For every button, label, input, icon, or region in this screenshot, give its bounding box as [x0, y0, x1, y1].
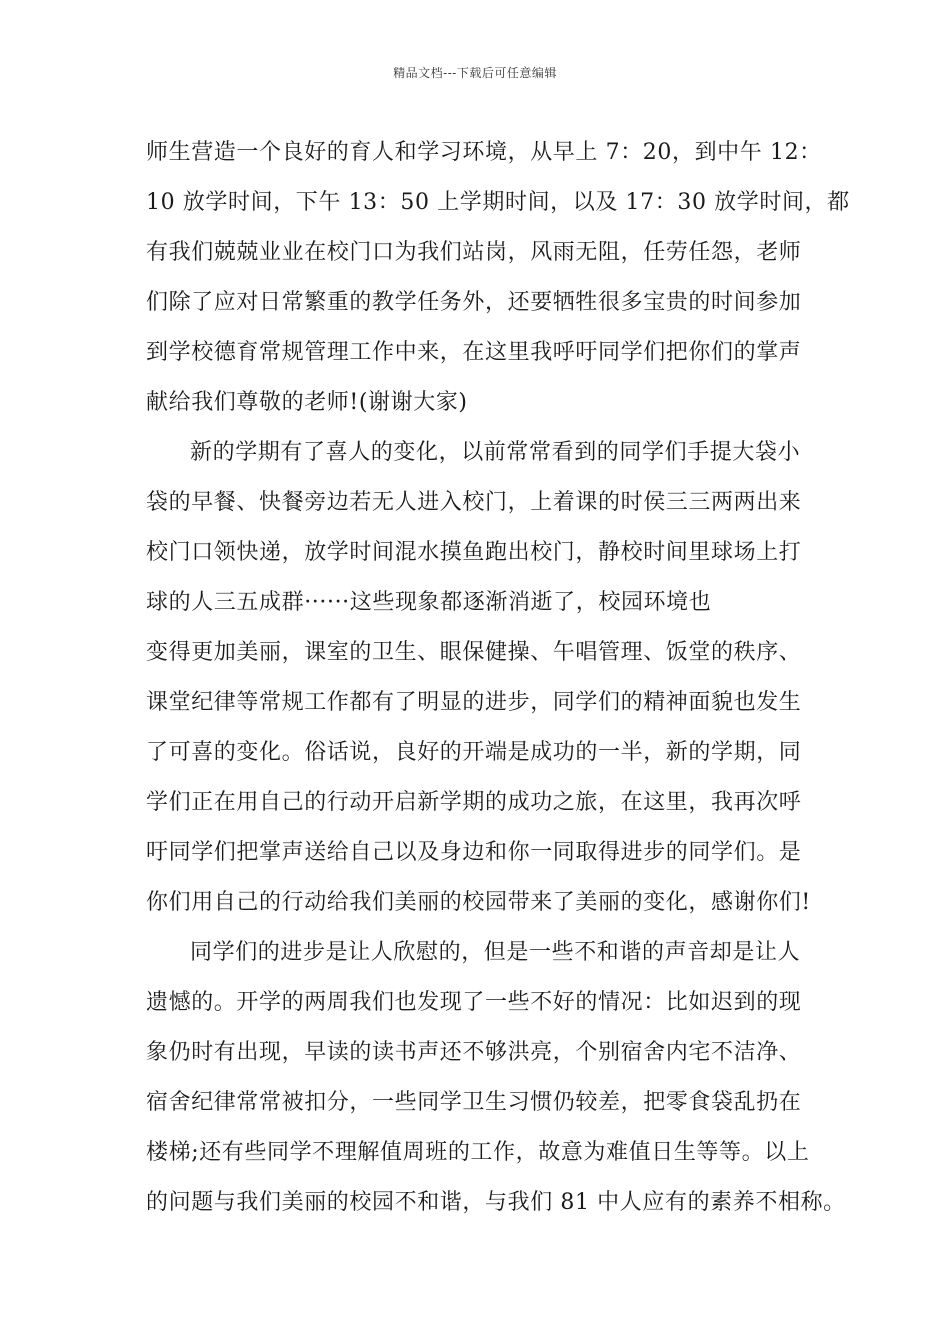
text-line: 吁同学们把掌声送给自己以及身边和你一同取得进步的同学们。是 [146, 840, 802, 865]
text-line: 宿舍纪律常常被扣分，一些同学卫生习惯仍较差，把零食袋乱扔在 [146, 1090, 802, 1115]
paragraph-first-line: 新的学期有了喜人的变化，以前常常看到的同学们手提大袋小 [190, 440, 801, 465]
text-line: 象仍时有出现，早读的读书声还不够洪亮，个别宿舍内宅不洁净、 [146, 1040, 802, 1065]
text-line: 你们用自己的行动给我们美丽的校园带来了美丽的变化，感谢你们! [146, 890, 811, 915]
text-line: 了可喜的变化。俗话说，良好的开端是成功的一半，新的学期，同 [146, 740, 802, 765]
text-line: 到学校德育常规管理工作中来，在这里我呼吁同学们把你们的掌声 [146, 340, 802, 365]
paragraph-first-line: 同学们的进步是让人欣慰的，但是一些不和谐的声音却是让人 [190, 940, 801, 965]
text-line: 们除了应对日常繁重的教学任务外，还要牺牲很多宝贵的时间参加 [146, 290, 802, 315]
document-body [146, 128, 850, 1228]
text-line: 有我们兢兢业业在校门口为我们站岗，风雨无阻，任劳任怨，老师 [146, 240, 802, 265]
text-line: 学们正在用自己的行动开启新学期的成功之旅，在这里，我再次呼 [146, 790, 802, 815]
text-line: 变得更加美丽，课室的卫生、眼保健操、午唱管理、饭堂的秩序、 [146, 640, 802, 665]
text-line: 课堂纪律等常规工作都有了明显的进步，同学们的精神面貌也发生 [146, 690, 802, 715]
text-line: 袋的早餐、快餐旁边若无人进入校门，上着课的时侯三三两两出来 [146, 490, 802, 515]
text-line: 校门口领快递，放学时间混水摸鱼跑出校门，静校时间里球场上打 [146, 540, 802, 565]
text-line: 师生营造一个良好的育人和学习环境，从早上 7：20，到中午 12： [146, 140, 822, 165]
text-line: 楼梯;还有些同学不理解值周班的工作，故意为难值日生等等。以上 [146, 1140, 810, 1165]
text-line: 10 放学时间，下午 13：50 上学期时间，以及 17：30 放学时间，都 [146, 190, 850, 215]
text-line: 遗憾的。开学的两周我们也发现了一些不好的情况：比如迟到的现 [146, 990, 802, 1015]
page-header: 精品文档---下载后可任意编辑 [393, 66, 557, 80]
text-line: 的问题与我们美丽的校园不和谐，与我们 81 中人应有的素养不相称。 [146, 1190, 846, 1215]
text-line: 献给我们尊敬的老师!(谢谢大家) [146, 390, 468, 415]
text-line: 球的人三五成群······这些现象都逐渐消逝了，校园环境也 [146, 590, 712, 615]
